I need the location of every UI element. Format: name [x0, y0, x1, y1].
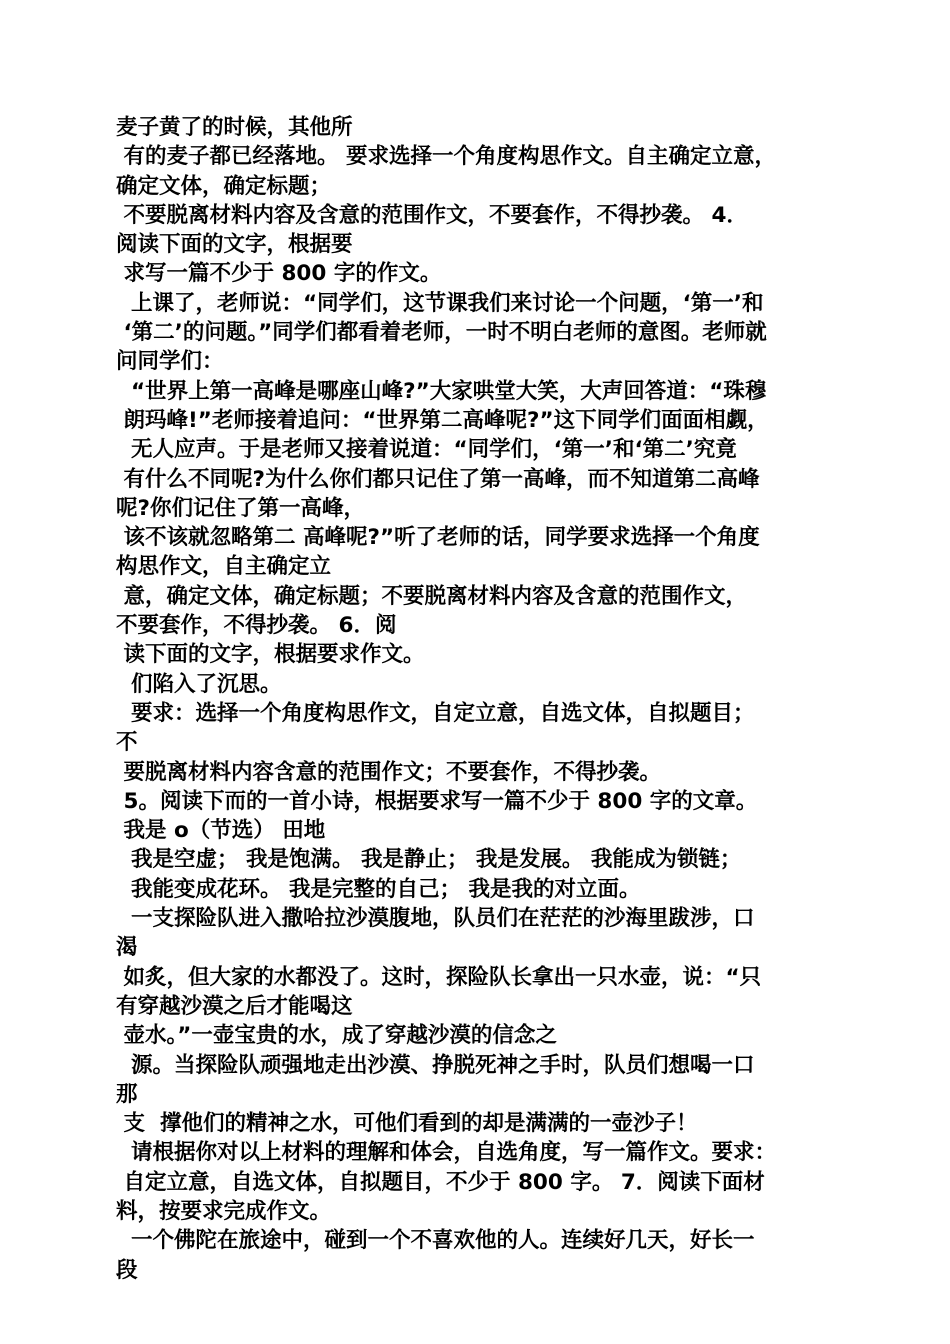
text-line: 该不该就忽略第二 高峰呢?”听了老师的话，同学要求选择一个角度 [116, 525, 760, 551]
text-line: 要脱离材料内容含意的范围作文；不要套作，不得抄袭。 [116, 759, 661, 785]
text-line: 那 [116, 1081, 138, 1107]
text-line: 有穿越沙漠之后才能喝这 [116, 993, 353, 1019]
text-line: 一个佛陀在旅途中，碰到一个不喜欢他的人。连续好几天，好长一 [116, 1228, 755, 1254]
text-line: 无人应声。于是老师又接着说道：“同学们，‘第一’和‘第二’究竟 [116, 437, 737, 463]
text-line: 壶水。”一壶宝贵的水，成了穿越沙漠的信念之 [116, 1023, 557, 1049]
text-line: 请根据你对以上材料的理解和体会，自选角度，写一篇作文。要求： [116, 1140, 776, 1166]
text-line: 自定立意，自选文体，自拟题目，不少于 800 字。 7．阅读下面材 [116, 1169, 765, 1195]
text-line: 渴 [116, 935, 138, 961]
text-line: 我能变成花环。 我是完整的自己； 我是我的对立面。 [116, 876, 641, 902]
text-line: 有的麦子都已经落地。 要求选择一个角度构思作文。自主确定立意， [116, 144, 776, 170]
text-line: 如炙，但大家的水都没了。这时，探险队长拿出一只水壶，说：“只 [116, 964, 762, 990]
text-line: 构思作文，自主确定立 [116, 554, 332, 580]
text-line: 意，确定文体，确定标题；不要脱离材料内容及含意的范围作文， [116, 583, 747, 609]
text-line: 不要套作，不得抄袭。 6．阅 [116, 613, 397, 639]
text-line: 源。当探险队顽强地走出沙漠、挣脱死神之手时，队员们想喝一口 [116, 1052, 755, 1078]
text-line: 麦子黄了的时候，其他所 [116, 115, 353, 140]
text-line: 我是 o（节选） 田地 [116, 818, 326, 844]
text-line: 们陷入了沉思。 [116, 671, 282, 697]
text-line: 5。阅读下而的一首小诗，根据要求写一篇不少于 800 字的文章。 [116, 788, 758, 814]
text-line: 不 [116, 730, 138, 756]
text-line: 不要脱离材料内容及含意的范围作文，不要套作，不得抄袭。 4． [116, 202, 748, 228]
text-line: 上课了，老师说：“同学们，这节课我们来讨论一个问题，‘第一’和 [116, 290, 764, 316]
text-line: 读下面的文字，根据要求作文。 [116, 642, 425, 668]
text-line: 段 [116, 1257, 138, 1283]
text-line: 呢?你们记住了第一高峰， [116, 495, 365, 521]
text-line: ‘第二’的问题。”同学们都看着老师，一时不明白老师的意图。老师就 [116, 320, 767, 346]
text-line: 我是空虚； 我是饱满。 我是静止； 我是发展。 我能成为锁链； [116, 847, 742, 873]
text-line: “世界上第一高峰是哪座山峰?”大家哄堂大笑，大声回答道：“珠穆 [116, 378, 767, 404]
text-line: 朗玛峰!”老师接着追问：“世界第二高峰呢?”这下同学们面面相觑， [116, 407, 769, 433]
text-line: 确定文体，确定标题； [116, 173, 332, 199]
text-line: 一支探险队进入撒哈拉沙漠腹地，队员们在茫茫的沙海里跋涉，口 [116, 906, 755, 932]
text-line: 有什么不同呢?为什么你们都只记住了第一高峰，而不知道第二高峰 [116, 466, 760, 492]
text-line: 要求：选择一个角度构思作文，自定立意，自选文体，自拟题目； [116, 700, 755, 726]
text-line: 问同学们： [116, 349, 224, 375]
text-line: 求写一篇不少于 800 字的作文。 [116, 261, 442, 287]
document-body [116, 113, 846, 1285]
text-line: 阅读下面的文字，根据要 [116, 232, 353, 258]
text-line: 料，按要求完成作文。 [116, 1198, 332, 1224]
text-line: 支 撑他们的精神之水，可他们看到的却是满满的一壶沙子！ [116, 1111, 698, 1137]
